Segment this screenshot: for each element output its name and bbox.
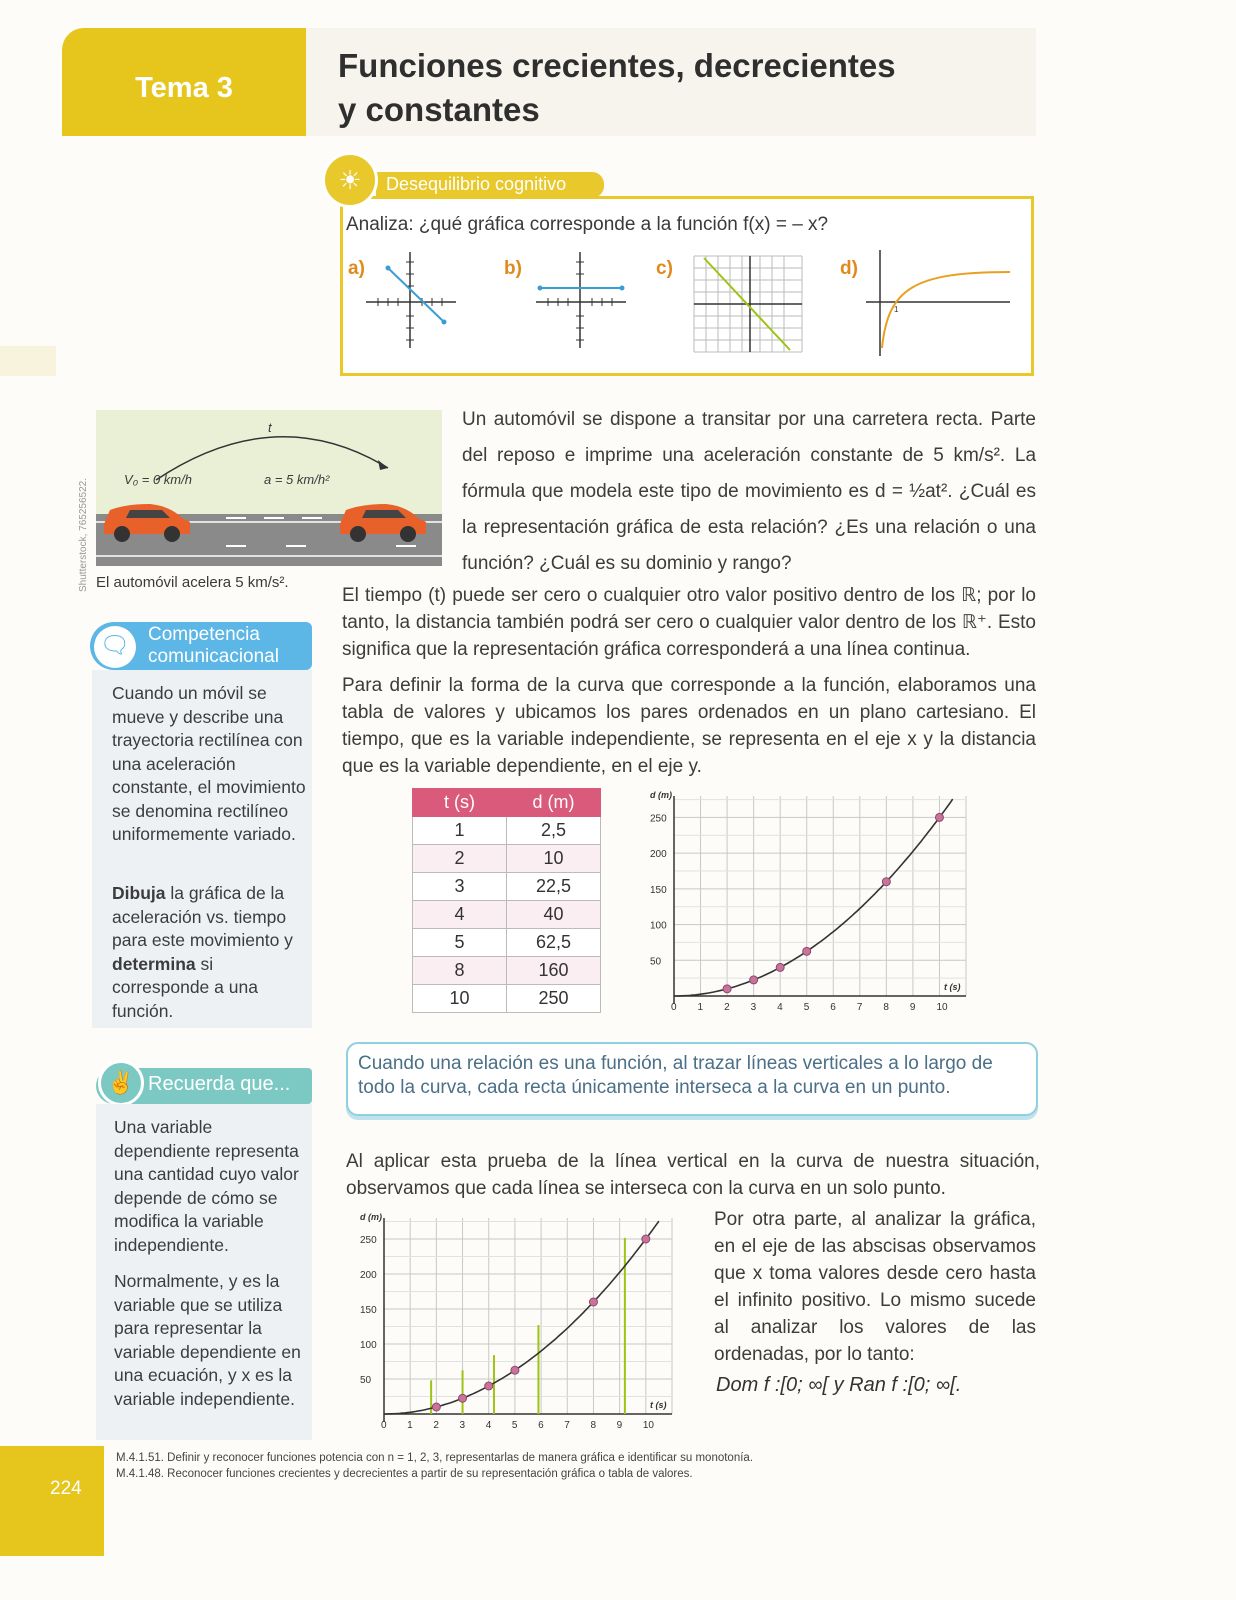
y-tick-label: 200 (360, 1270, 377, 1281)
y-tick-label: 200 (650, 849, 667, 861)
option-b-graph (534, 250, 628, 350)
data-point (511, 1366, 519, 1374)
intro-paragraph (462, 402, 1036, 582)
competencia-title-1: Competencia (148, 624, 260, 645)
footer-skill-1: M.4.1.51. Definir y reconocer funciones potencia con n = 1, 2, 3, representarlas de manera gráfica e identificar su monotonía. (116, 1452, 754, 1464)
x-tick-label: 8 (883, 1002, 889, 1013)
y-tick-label: 100 (650, 920, 667, 932)
y-tick-label: 250 (360, 1235, 377, 1246)
chart-distance-time (646, 786, 976, 1016)
lightbulb-icon: ☀ (322, 152, 378, 208)
car-illustration (96, 410, 442, 566)
x-tick-label: 9 (909, 1002, 916, 1013)
table-header-t: t (s) (413, 789, 507, 817)
page-title-line1: Funciones crecientes, decrecientes (338, 47, 896, 84)
x-tick-label: 10 (642, 1420, 654, 1431)
table-cell-t: 3 (413, 873, 507, 901)
competencia-text-2a: la gráfica de la aceleración vs. tiempo para este movimiento y (112, 883, 293, 950)
recuerda-text-2: Normalmente, y es la variable que se utiliza para representar la variable dependiente en una ecuación, y x es la variable independiente. (114, 1271, 301, 1409)
footer-skill-2: M.4.1.48. Reconocer funciones crecientes y decrecientes a partir de su representación gráfica o tabla de valores. (116, 1468, 693, 1480)
table-cell-d: 22,5 (507, 873, 601, 901)
domain-range-formula: Dom f :[0; ∞[ y Ran f :[0; ∞[. (716, 1374, 962, 1396)
option-a-graph (364, 250, 458, 350)
bold-determina: determina (112, 953, 196, 974)
table-row (413, 845, 601, 873)
function-curve (384, 1221, 659, 1414)
x-axis-label: t (s) (650, 1400, 667, 1410)
table-header-d: d (m) (507, 789, 601, 817)
competencia-title (148, 624, 279, 668)
data-point (882, 878, 890, 886)
x-axis-label: t (s) (944, 982, 961, 992)
chart-vertical-line-test (356, 1208, 682, 1434)
y-tick-label: 50 (360, 1375, 372, 1386)
table-row (413, 901, 601, 929)
x-tick-label: 4 (485, 1420, 492, 1431)
table-row (413, 957, 601, 985)
car-t-label: t (268, 420, 272, 435)
table-cell-d: 2,5 (507, 817, 601, 845)
x-tick-label: 3 (750, 1002, 757, 1013)
table-cell-t: 5 (413, 929, 507, 957)
tema-label: Tema 3 (135, 72, 233, 104)
y-tick-label: 150 (650, 884, 667, 896)
option-d-label: d) (840, 258, 858, 279)
svg-text:1: 1 (894, 305, 899, 314)
table-cell-t: 8 (413, 957, 507, 985)
recuerda-text-1: Una variable dependiente representa una cantidad cuyo valor depende de cómo se modifica la variable independiente. (114, 1117, 299, 1255)
y-tick-label: 150 (360, 1305, 377, 1316)
table-cell-d: 160 (507, 957, 601, 985)
y-axis-label: d (m) (650, 790, 672, 800)
data-point (723, 985, 731, 993)
domain-paragraph: El tiempo (t) puede ser cero o cualquier otro valor positivo dentro de los ℝ; por lo tanto, la distancia también podrá ser cero o cualquier valor dentro de los ℝ⁺. Esto significa que la representación gráfica corresponderá a una línea continua. (342, 585, 1036, 660)
x-tick-label: 7 (856, 1002, 863, 1013)
option-c-graph (692, 254, 804, 354)
y-tick-label: 100 (360, 1340, 377, 1351)
x-tick-label: 2 (724, 1002, 730, 1013)
x-tick-label: 1 (697, 1002, 704, 1013)
page-title-line2: y constantes (338, 91, 540, 128)
y-tick-label: 50 (650, 956, 662, 968)
competencia-text-1: Cuando un móvil se mueve y describe una trayectoria rectilínea con una aceleración constante, el movimiento se denomina rectilíneo uniformemente variado. (112, 683, 306, 844)
page-number-tab (0, 1446, 104, 1556)
data-point (750, 976, 758, 984)
table-cell-d: 10 (507, 845, 601, 873)
option-a-label: a) (348, 258, 365, 279)
x-tick-label: 5 (511, 1420, 518, 1431)
vertical-test-paragraph: Al aplicar esta prueba de la línea vertical en la curva de nuestra situación, observamos que cada línea se interseca con la curva en un solo punto. (346, 1151, 1040, 1199)
y-axis-label: d (m) (360, 1212, 382, 1222)
x-tick-label: 2 (433, 1420, 439, 1431)
values-table (412, 788, 601, 1013)
data-point (935, 813, 943, 821)
x-tick-label: 8 (590, 1420, 597, 1431)
option-d-graph (864, 248, 1014, 358)
car-caption: El automóvil acelera 5 km/s². (96, 574, 289, 591)
data-point (803, 947, 811, 955)
competencia-text-2b: si corresponde a una función. (112, 953, 258, 1021)
competencia-text-2 (112, 882, 308, 1023)
table-row (413, 817, 601, 845)
option-b-label: b) (504, 258, 522, 279)
photo-credit: Shutterstock, 765256522. (78, 478, 89, 592)
note-text: Cuando una relación es una función, al trazar líneas verticales a lo largo de todo la curva, cada recta únicamente interseca a la curva en un punto. (358, 1053, 993, 1098)
left-edge-strip (0, 346, 56, 376)
intro-part-1: Un automóvil se dispone a transitar por una carretera recta. Parte del reposo e imprime una aceleración constante de 5 km/s². (462, 409, 1036, 466)
data-point (776, 963, 784, 971)
x-tick-label: 6 (538, 1420, 544, 1431)
table-row (413, 929, 601, 957)
page-number: 224 (50, 1478, 82, 1499)
y-tick-label: 250 (650, 813, 667, 825)
data-point (642, 1235, 650, 1243)
page-title (338, 44, 1018, 132)
table-cell-t: 2 (413, 845, 507, 873)
x-tick-label: 5 (803, 1002, 810, 1013)
deseq-question: Analiza: ¿qué gráfica corresponde a la función f(x) = – x? (346, 214, 829, 235)
x-tick-label: 10 (936, 1002, 948, 1013)
bold-dibuja: Dibuja (112, 883, 166, 903)
x-tick-label: 0 (381, 1420, 387, 1431)
data-point (485, 1382, 493, 1390)
crossed-fingers-icon: ✌ (98, 1060, 144, 1106)
recuerda-title: Recuerda que... (148, 1073, 291, 1095)
table-cell-t: 10 (413, 985, 507, 1013)
car-a-label: a = 5 km/h² (264, 472, 330, 487)
data-point (589, 1298, 597, 1306)
range-paragraph: Por otra parte, al analizar la gráfica, en el eje de las abscisas observamos que x toma valores desde cero hasta el infinito positivo. Lo mismo sucede al analizar los valores de las ordenadas, por lo tanto: (714, 1209, 1036, 1365)
table-cell-d: 40 (507, 901, 601, 929)
x-tick-label: 6 (830, 1002, 836, 1013)
x-tick-label: 4 (777, 1002, 783, 1013)
intro-part-2: La fórmula que modela este tipo de movimiento es d = ½at². ¿Cuál es la representación gráfica de esta relación? ¿Es una relación o una función? ¿Cuál es su dominio y rango? (462, 445, 1037, 574)
table-cell-d: 250 (507, 985, 601, 1013)
table-row (413, 985, 601, 1013)
table-cell-t: 4 (413, 901, 507, 929)
competencia-title-2: comunicacional (148, 646, 279, 667)
table-row (413, 873, 601, 901)
table-cell-d: 62,5 (507, 929, 601, 957)
x-tick-label: 1 (407, 1420, 413, 1431)
data-point (432, 1403, 440, 1411)
deseq-tab: Desequilibrio cognitivo (376, 172, 604, 198)
car-v0-label: V₀ = 0 km/h (124, 472, 192, 487)
x-tick-label: 7 (564, 1420, 570, 1431)
table-paragraph: Para definir la forma de la curva que corresponde a la función, elaboramos una tabla de valores y ubicamos los pares ordenados en un plano cartesiano. El tiempo, que es la variable independiente, se representa en el eje x y la distancia que es la variable dependiente, en el eje y. (342, 675, 1036, 777)
data-point (459, 1394, 467, 1402)
x-tick-label: 3 (459, 1420, 466, 1431)
table-cell-t: 1 (413, 817, 507, 845)
option-c-label: c) (656, 258, 673, 279)
speech-bubble-icon: 🗨 (94, 626, 136, 668)
function-curve (674, 799, 953, 996)
x-tick-label: 9 (616, 1420, 623, 1431)
x-tick-label: 0 (671, 1002, 677, 1013)
